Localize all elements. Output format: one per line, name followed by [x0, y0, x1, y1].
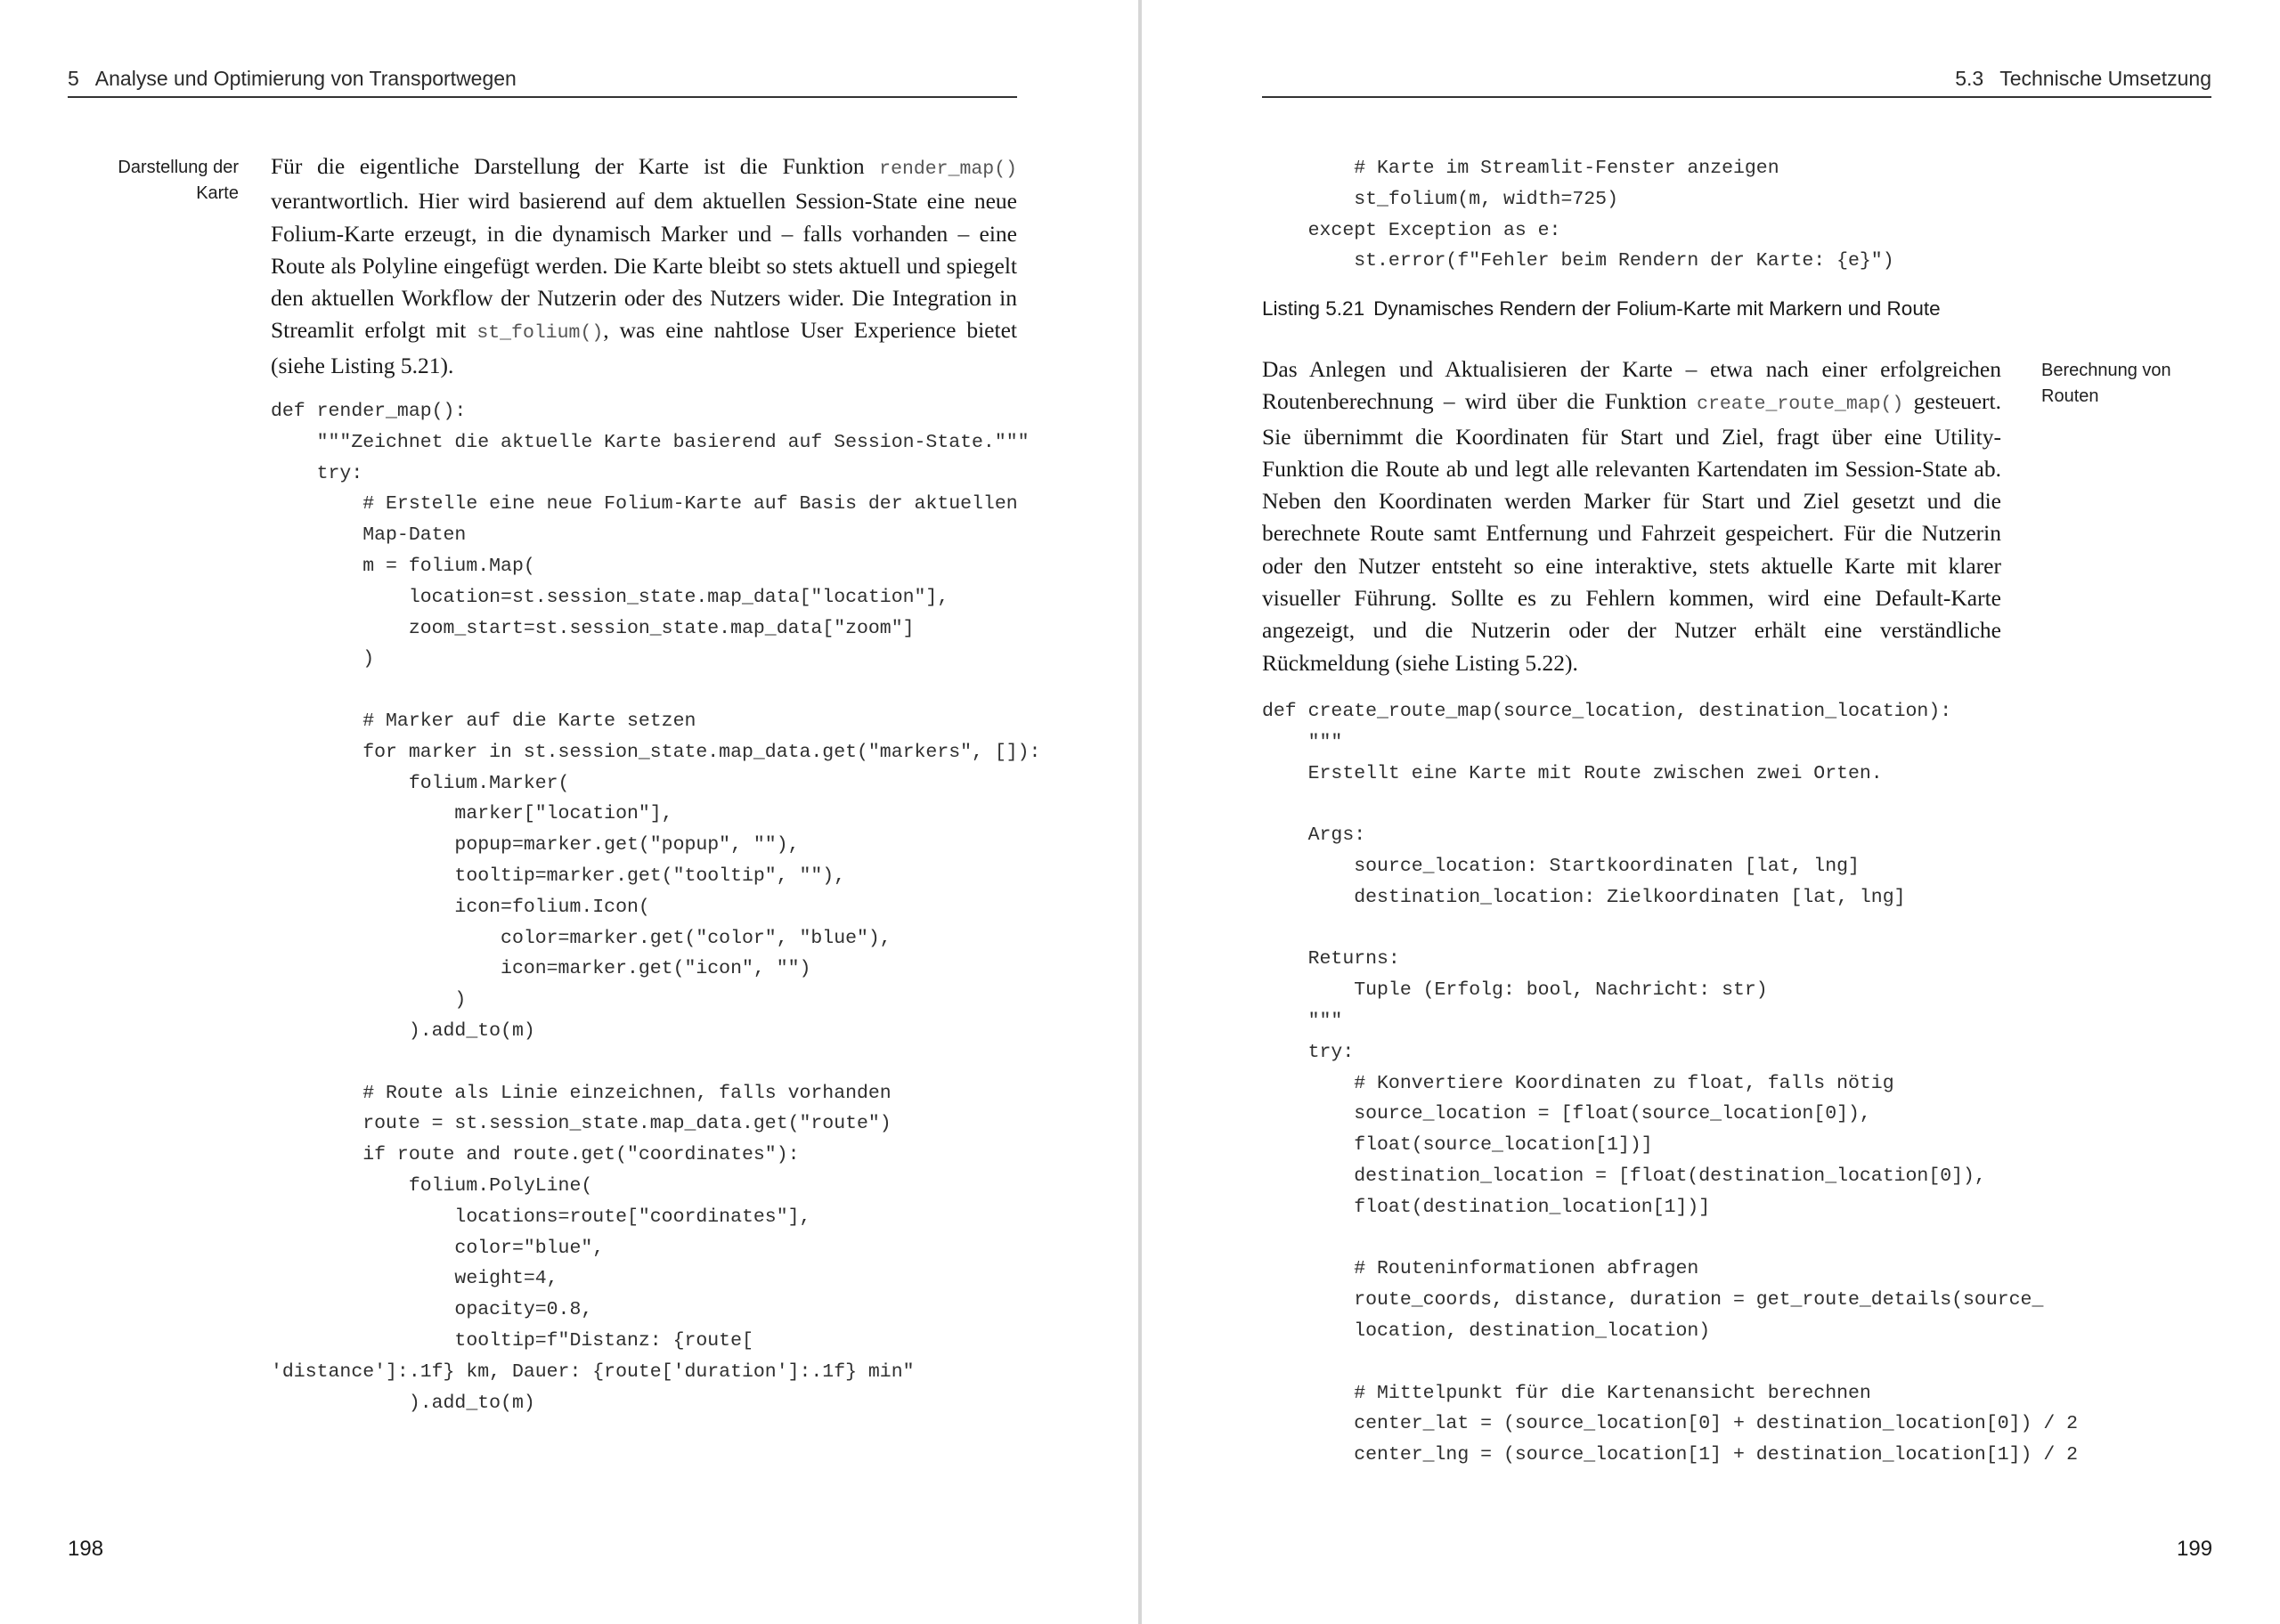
code-line: center_lng = (source_location[1] + destination_location[1]) / 2 — [1262, 1444, 2079, 1466]
code-line: # Routeninformationen abfragen — [1262, 1258, 1699, 1280]
code-line: m = folium.Map( — [271, 555, 535, 577]
left-page — [0, 0, 1138, 1624]
code-line: # Erstelle eine neue Folium-Karte auf Basis der aktuellen — [271, 493, 1018, 516]
code-line: # Route als Linie einzeichnen, falls vorhanden — [271, 1082, 892, 1104]
code-line: try: — [1262, 1041, 1355, 1063]
code-listing-continuation — [1262, 153, 1894, 277]
code-line: popup=marker.get("popup", ""), — [271, 834, 800, 857]
code-line: st.error(f"Fehler beim Rendern der Karte: {e}") — [1262, 250, 1894, 272]
code-line: color=marker.get("color", "blue"), — [271, 927, 892, 949]
text-run: gesteuert. Sie übernimmt die Koordinaten für Start und Ziel, fragt über eine Utility-Funktion die Route ab und legt alle relevanten Kartendaten im Session-State ab. Neben den Koordinaten werden Marker für Start und Ziel gesetzt und die berechnete Route samt Entfernung und Fahrzeit gespeichert. Für die Nutzerin oder den Nutzer entsteht so eine interaktive, stets aktuelle Karte mit klarer visueller Führung. Sollte es zu Fehlern kommen, wird eine Default-Karte angezeigt, und die Nutzerin oder der Nutzer erhält eine verständliche Rückmeldung (siehe Listing 5.22). — [1262, 388, 2001, 676]
code-line: def create_route_map(source_location, destination_location): — [1262, 701, 1952, 722]
code-line: Map-Daten — [271, 524, 467, 547]
caption-label: Listing 5.21 — [1262, 297, 1365, 320]
code-line: source_location = [float(source_location[0]), — [1262, 1103, 1871, 1125]
code-line: folium.Marker( — [271, 772, 570, 794]
code-line: Args: — [1262, 824, 1366, 847]
margin-note: Berechnung von Routen — [2041, 361, 2171, 406]
code-line: # Marker auf die Karte setzen — [271, 710, 696, 732]
section-title: Technische Umsetzung — [1999, 67, 2211, 90]
code-listing — [1262, 696, 2078, 1471]
running-head — [1262, 57, 2211, 98]
code-line: """ — [1262, 1010, 1343, 1032]
code-line: def render_map(): — [271, 401, 467, 422]
inline-code: render_map() — [879, 158, 1017, 180]
listing-caption — [1262, 295, 2153, 323]
code-line — [271, 1047, 1040, 1078]
code-line — [1262, 789, 2078, 820]
code-line: folium.PolyLine( — [271, 1174, 593, 1197]
code-line: destination_location: Zielkoordinaten [lat, lng] — [1262, 886, 1906, 908]
code-line: zoom_start=st.session_state.map_data["zoom"] — [271, 617, 915, 639]
code-listing — [271, 396, 1040, 1418]
code-line: center_lat = (source_location[0] + destination_location[0]) / 2 — [1262, 1413, 2079, 1435]
code-line: # Mittelpunkt für die Kartenansicht berechnen — [1262, 1382, 1871, 1404]
code-line: marker["location"], — [271, 803, 673, 825]
code-line — [1262, 1347, 2078, 1378]
code-line: # Karte im Streamlit-Fenster anzeigen — [1262, 158, 1779, 179]
text-run: verantwortlich. Hier wird basierend auf dem aktuellen Session-State eine neue Folium-Karte erzeugt, in die dynamisch Marker und – falls vorhanden – eine Route als Polyline eingefügt werden. Die Karte bleibt so stets aktuell und spiegelt den aktuellen Workflow der Nutzerin oder des Nutzers wider. Die Integration in Streamlit erfolgt mit — [271, 188, 1017, 344]
code-line: tooltip=f"Distanz: {route[ — [271, 1329, 753, 1352]
margin-note: Darstellung der Karte — [118, 158, 239, 203]
code-line: Tuple (Erfolg: bool, Nachricht: str) — [1262, 979, 1768, 1002]
code-line: if route and route.get("coordinates"): — [271, 1144, 800, 1166]
chapter-number: 5 — [68, 67, 79, 90]
page-number: 198 — [68, 1537, 104, 1561]
code-line: # Konvertiere Koordinaten zu float, falls nötig — [1262, 1072, 1894, 1094]
code-line: icon=marker.get("icon", "") — [271, 958, 811, 980]
right-page — [1142, 0, 2280, 1624]
code-line: ).add_to(m) — [271, 1019, 535, 1042]
code-line: source_location: Startkoordinaten [lat, lng] — [1262, 855, 1860, 877]
code-line: float(destination_location[1])] — [1262, 1196, 1711, 1218]
code-line: ) — [271, 648, 375, 670]
code-line: location, destination_location) — [1262, 1320, 1711, 1342]
code-line: try: — [271, 462, 363, 484]
page-number: 199 — [2177, 1537, 2213, 1561]
code-line: locations=route["coordinates"], — [271, 1206, 811, 1228]
code-line: color="blue", — [271, 1237, 605, 1259]
code-line: 'distance']:.1f} km, Dauer: {route['duration']:.1f} min" — [271, 1360, 915, 1383]
text-run: , was eine nahtlose User Experience bietet (siehe Listing 5.21). — [271, 317, 1017, 378]
body-paragraph — [1262, 353, 2001, 679]
code-line: weight=4, — [271, 1268, 558, 1290]
code-line: Returns: — [1262, 948, 1400, 970]
body-paragraph — [271, 150, 1017, 382]
code-line: route_coords, distance, duration = get_route_details(source_ — [1262, 1289, 2044, 1311]
running-head — [68, 57, 1017, 98]
code-line: for marker in st.session_state.map_data.get("markers", []): — [271, 741, 1041, 763]
caption-text: Dynamisches Rendern der Folium-Karte mit Markern und Route — [1373, 297, 1941, 320]
code-line — [271, 675, 1040, 706]
inline-code: st_folium() — [476, 322, 604, 345]
code-line: destination_location = [float(destination_location[0]), — [1262, 1165, 1986, 1187]
code-line: tooltip=marker.get("tooltip", ""), — [271, 865, 846, 887]
inline-code: create_route_map() — [1697, 394, 1904, 416]
code-line — [1262, 1223, 2078, 1255]
code-line: opacity=0.8, — [271, 1299, 593, 1321]
code-line: except Exception as e: — [1262, 219, 1561, 241]
chapter-title: Analyse und Optimierung von Transportwegen — [94, 67, 517, 90]
code-line: Erstellt eine Karte mit Route zwischen zwei Orten. — [1262, 762, 1883, 784]
code-line: st_folium(m, width=725) — [1262, 188, 1618, 210]
text-run: Das Anlegen und Aktualisieren der Karte – etwa nach einer erfolgreichen Routenberechnung – wird über die Funktion — [1262, 356, 2001, 415]
code-line — [1262, 914, 2078, 945]
code-line: location=st.session_state.map_data["location"], — [271, 586, 949, 608]
code-line: """ — [1262, 731, 1343, 753]
code-line: """Zeichnet die aktuelle Karte basierend auf Session-State.""" — [271, 431, 1030, 453]
text-run: Für die eigentliche Darstellung der Karte ist die Funktion — [271, 153, 880, 179]
section-number: 5.3 — [1955, 67, 1984, 90]
code-line: icon=folium.Icon( — [271, 896, 650, 918]
code-line: route = st.session_state.map_data.get("route") — [271, 1113, 892, 1135]
code-line: ) — [271, 989, 467, 1011]
code-line: ).add_to(m) — [271, 1392, 535, 1414]
code-line: float(source_location[1])] — [1262, 1134, 1653, 1157]
